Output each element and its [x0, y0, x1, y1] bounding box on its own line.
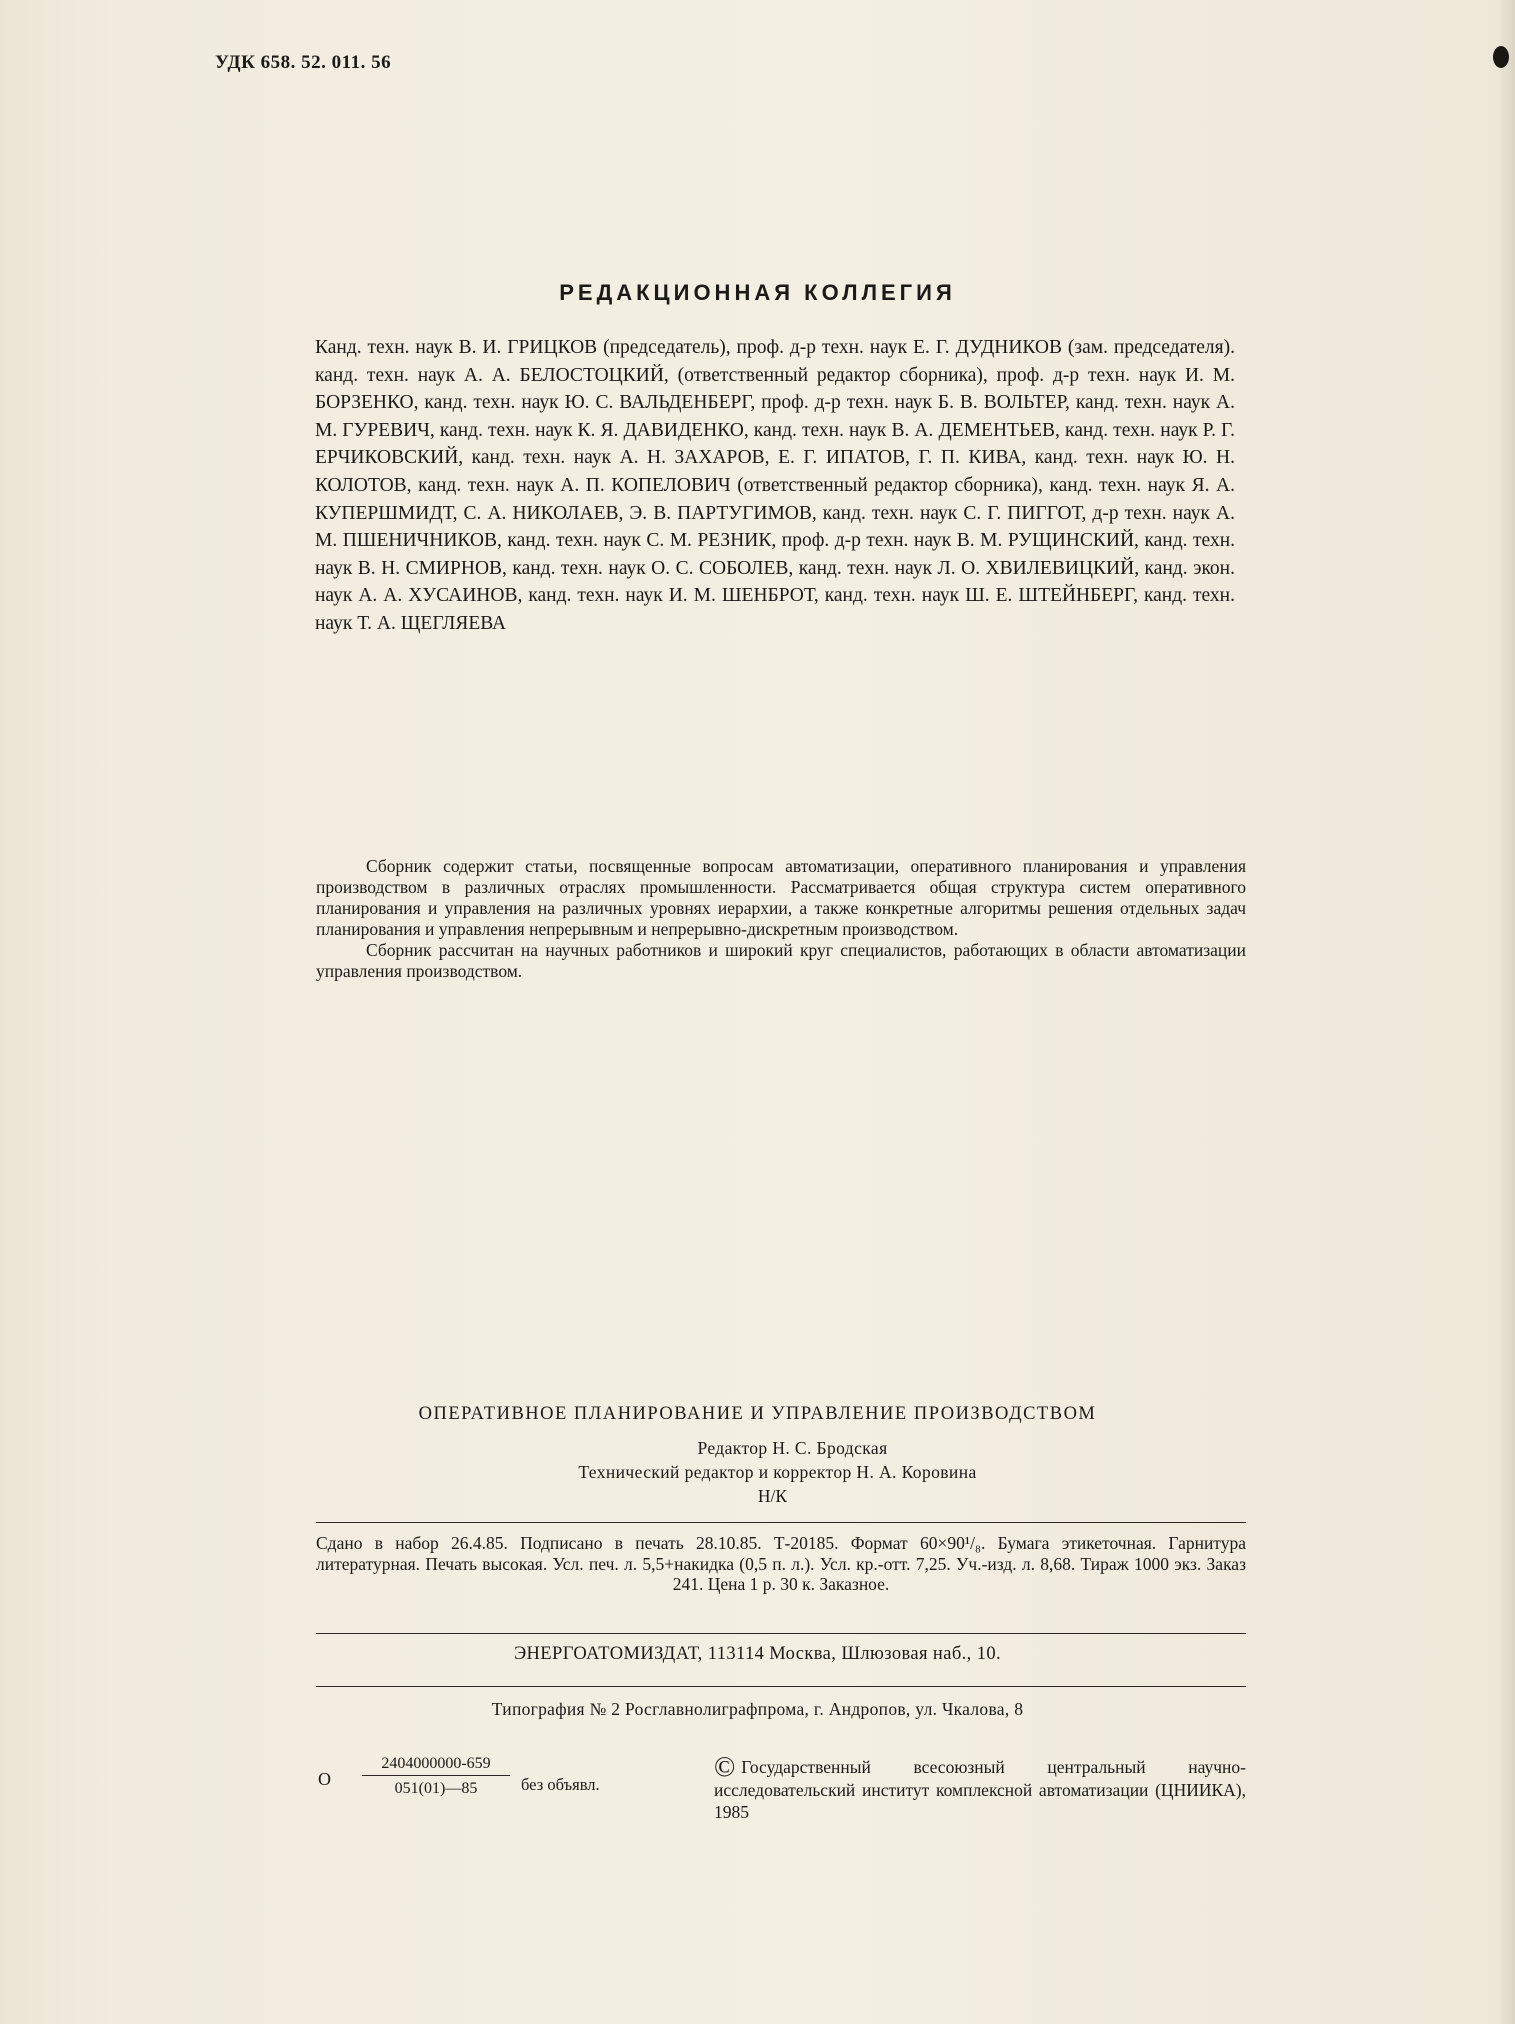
copyright-text: Государственный всесоюзный центральный научно-исследовательский институт комплексной автоматизации (ЦНИИКА), 1985 [714, 1757, 1246, 1822]
isbn-denominator: 051(01)—85 [394, 1780, 478, 1797]
copyright-icon: © [714, 1752, 736, 1783]
annotation-paragraph: Сборник рассчитан на научных работников и широкий круг специалистов, работающих в области автоматизации управления производством. [316, 940, 1246, 981]
imprint-divider [316, 1686, 1246, 1687]
editorial-board-heading: РЕДАКЦИОННАЯ КОЛЛЕГИЯ [559, 280, 956, 305]
imprint-divider [316, 1522, 1246, 1523]
copyright-notice [714, 1752, 1246, 1824]
imprint-print-data: Сдано в набор 26.4.85. Подписано в печать 28.10.85. Т-20185. Формат 60×90¹/₈. Бумага этикеточная. Гарнитура литературная. Печать высокая. Усл. печ. л. 5,5+накидка (0,5 п. л.). Усл. кр.-отт. 7,25. Уч.-изд. л. 8,68. Тираж 1000 экз. Заказ 241. Цена 1 р. 30 к. Заказное. [316, 1533, 1246, 1594]
binding-hole-mark [1493, 46, 1509, 68]
isbn-fraction [362, 1755, 510, 1798]
imprint-typography: Типография № 2 Росглавнолиграфпрома, г. Андропов, ул. Чкалова, 8 [491, 1699, 1024, 1719]
udk-code: УДК 658. 52. 011. 56 [215, 52, 392, 73]
imprint-tech-editor: Технический редактор и корректор Н. А. Коровина [578, 1462, 977, 1482]
isbn-numerator: 2404000000-659 [362, 1755, 510, 1776]
imprint-title: ОПЕРАТИВНОЕ ПЛАНИРОВАНИЕ И УПРАВЛЕНИЕ ПРОИЗВОДСТВОМ [418, 1404, 1097, 1424]
imprint-divider [316, 1633, 1246, 1634]
isbn-letter: О [318, 1769, 331, 1789]
imprint-nk-mark: Н/К [757, 1486, 788, 1506]
imprint-editor: Редактор Н. С. Бродская [697, 1438, 888, 1458]
annotation [316, 856, 1246, 982]
editorial-board-members: Канд. техн. наук В. И. ГРИЦКОВ (председатель), проф. д-р техн. наук Е. Г. ДУДНИКОВ (зам. председателя). канд. техн. наук А. А. БЕЛОСТОЦКИЙ, (ответственный редактор сборника), проф. д-р техн. наук И. М. БОРЗЕНКО, канд. техн. наук Ю. С. ВАЛЬДЕНБЕРГ, проф. д-р техн. наук Б. В. ВОЛЬТЕР, канд. техн. наук А. М. ГУРЕВИЧ, канд. техн. наук К. Я. ДАВИДЕНКО, канд. техн. наук В. А. ДЕМЕНТЬЕВ, канд. техн. наук Р. Г. ЕРЧИКОВСКИЙ, канд. техн. наук А. Н. ЗАХАРОВ, Е. Г. ИПАТОВ, Г. П. КИВА, канд. техн. наук Ю. Н. КОЛОТОВ, канд. техн. наук А. П. КОПЕЛОВИЧ (ответственный редактор сборника), канд. техн. наук Я. А. КУПЕРШМИДТ, С. А. НИКОЛАЕВ, Э. В. ПАРТУГИМОВ, канд. техн. наук С. Г. ПИГГОТ, д-р техн. наук А. М. ПШЕНИЧНИКОВ, канд. техн. наук С. М. РЕЗНИК, проф. д-р техн. наук В. М. РУЩИНСКИЙ, канд. техн. наук В. Н. СМИРНОВ, канд. техн. наук О. С. СОБОЛЕВ, канд. техн. наук Л. О. ХВИЛЕВИЦКИЙ, канд. экон. наук А. А. ХУСАИНОВ, канд. техн. наук И. М. ШЕНБРОТ, канд. техн. наук Ш. Е. ШТЕЙНБЕРГ, канд. техн. наук Т. А. ЩЕГЛЯЕВА [315, 337, 1235, 634]
imprint-publisher: ЭНЕРГОАТОМИЗДАТ, 113114 Москва, Шлюзовая наб., 10. [513, 1644, 1002, 1664]
isbn-note: без объявл. [521, 1775, 600, 1794]
annotation-paragraph: Сборник содержит статьи, посвященные вопросам автоматизации, оперативного планирования и управления производством в различных отраслях промышленности. Рассматривается общая структура систем оперативного планирования и управления на различных уровнях иерархии, а также конкретные алгоритмы решения отдельных задач планирования и управления непрерывным и непрерывно-дискретным производством. [316, 856, 1246, 939]
